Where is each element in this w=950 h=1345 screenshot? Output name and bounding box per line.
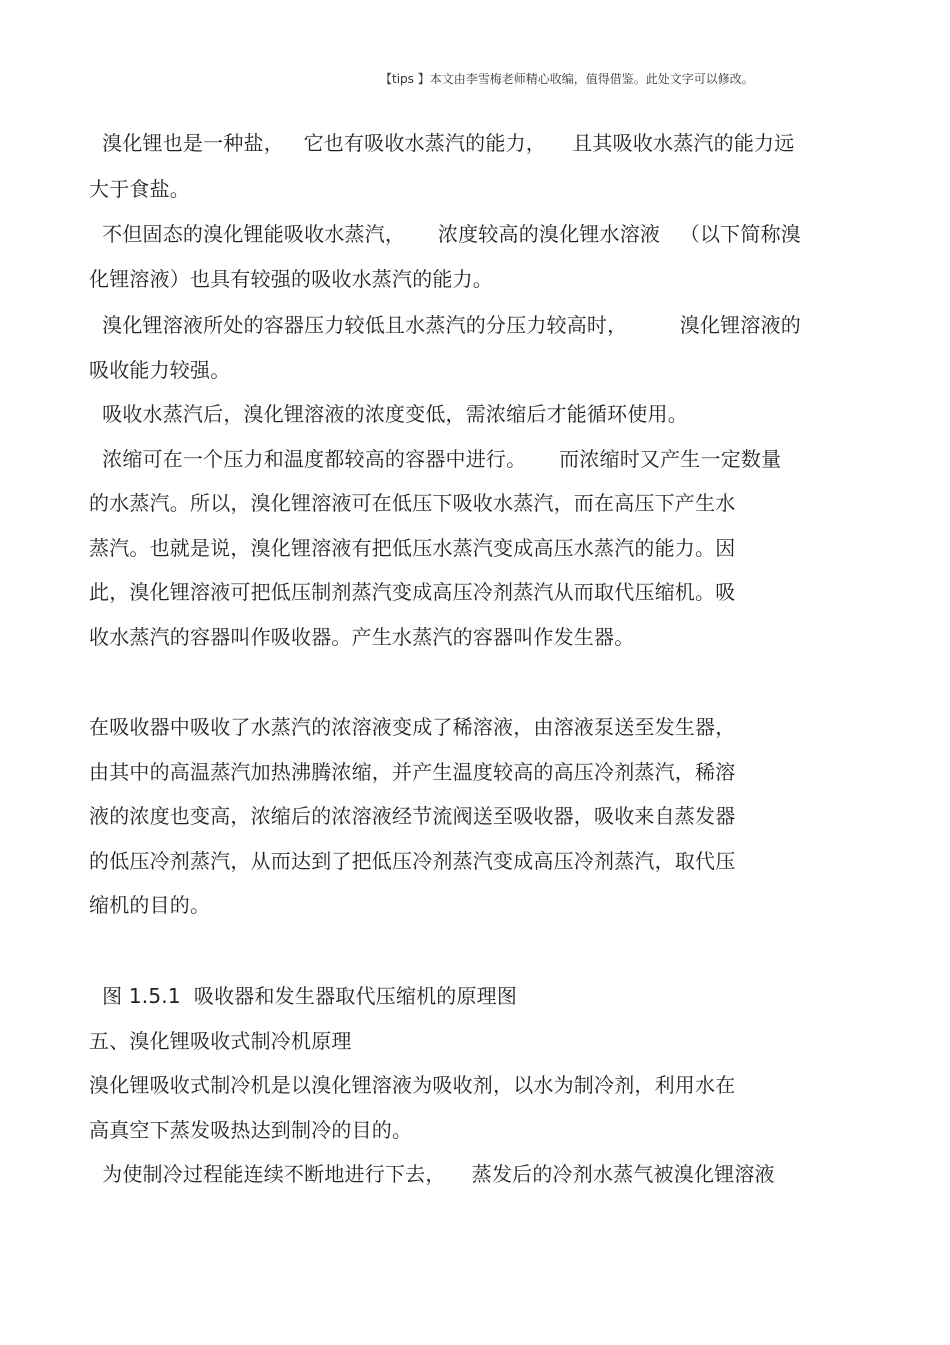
text-line: 的水蒸汽。所以，溴化锂溶液可在低压下吸收水蒸汽，而在高压下产生水: [89, 491, 736, 515]
text-line: 高真空下蒸发吸热达到制冷的目的。: [89, 1118, 413, 1142]
header-tips: 【tips 】本文由李雪梅老师精心收编，值得借鉴。此处文字可以修改。: [380, 72, 754, 86]
text-line: 溴化锂溶液所处的容器压力较低且水蒸汽的分压力较高时， 溴化锂溶液的: [89, 313, 801, 337]
text-line: 溴化锂也是一种盐， 它也有吸收水蒸汽的能力， 且其吸收水蒸汽的能力远: [89, 131, 795, 155]
text-line: 大于食盐。: [89, 177, 190, 201]
text-line: 浓缩可在一个压力和温度都较高的容器中进行。 而浓缩时又产生一定数量: [89, 447, 782, 471]
text-line: 为使制冷过程能连续不断地进行下去， 蒸发后的冷剂水蒸气被溴化锂溶液: [89, 1162, 775, 1186]
text-line: 收水蒸汽的容器叫作吸收器。产生水蒸汽的容器叫作发生器。: [89, 625, 635, 649]
text-line: 由其中的高温蒸汽加热沸腾浓缩，并产生温度较高的高压冷剂蒸汽，稀溶: [89, 760, 736, 784]
text-line: 蒸汽。也就是说，溴化锂溶液有把低压水蒸汽变成高压水蒸汽的能力。因: [89, 536, 736, 560]
text-line: 吸收能力较强。: [89, 358, 231, 382]
text-line: 在吸收器中吸收了水蒸汽的浓溶液变成了稀溶液，由溶液泵送至发生器，: [89, 715, 736, 739]
text-line: 的低压冷剂蒸汽，从而达到了把低压冷剂蒸汽变成高压冷剂蒸汽，取代压: [89, 849, 736, 873]
text-line: 溴化锂吸收式制冷机是以溴化锂溶液为吸收剂，以水为制冷剂，利用水在: [89, 1073, 736, 1097]
text-line: 此，溴化锂溶液可把低压制剂蒸汽变成高压冷剂蒸汽从而取代压缩机。吸: [89, 580, 736, 604]
text-line: 不但固态的溴化锂能吸收水蒸汽， 浓度较高的溴化锂水溶液 （以下简称溴: [89, 222, 801, 246]
text-line: 吸收水蒸汽后，溴化锂溶液的浓度变低，需浓缩后才能循环使用。: [89, 402, 688, 426]
text-line: 缩机的目的。: [89, 893, 211, 917]
text-line: 液的浓度也变高，浓缩后的浓溶液经节流阀送至吸收器，吸收来自蒸发器: [89, 804, 736, 828]
figure-caption: 图 1.5.1 吸收器和发生器取代压缩机的原理图: [89, 984, 518, 1008]
section-heading: 五、溴化锂吸收式制冷机原理: [89, 1029, 352, 1053]
text-line: 化锂溶液）也具有较强的吸收水蒸汽的能力。: [89, 267, 493, 291]
